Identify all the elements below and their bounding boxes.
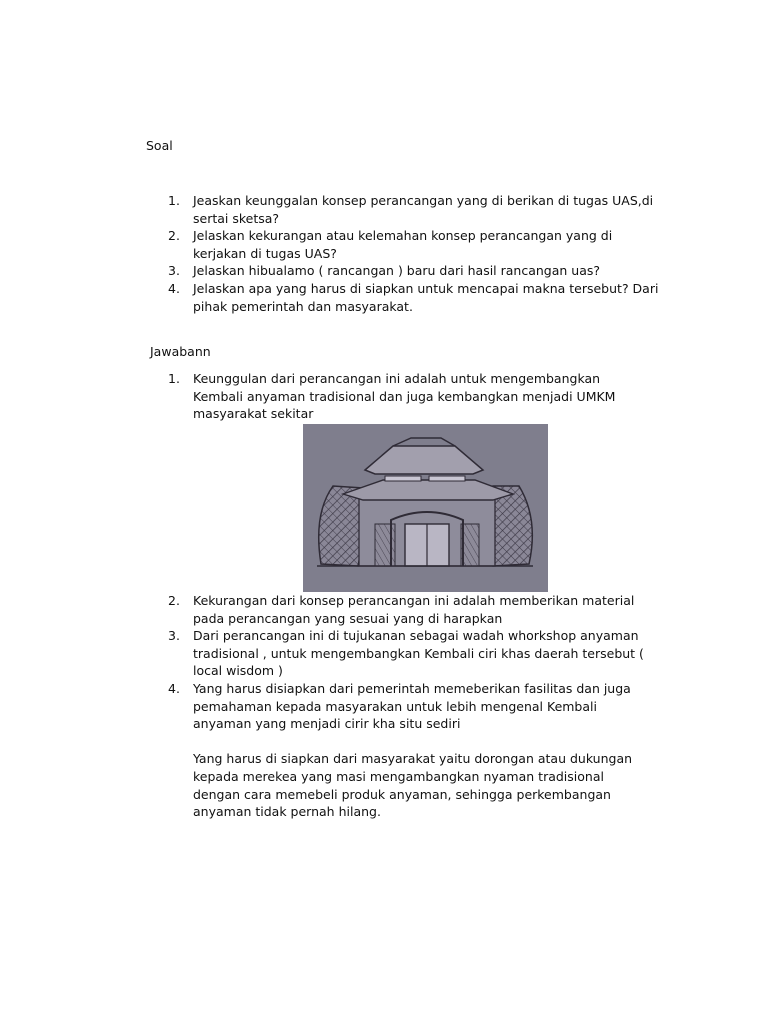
jawaban-item-4	[168, 680, 653, 821]
list-number: 4.	[168, 680, 180, 696]
jawaban-item-1	[168, 370, 653, 423]
sketch-image	[303, 424, 548, 592]
jawaban-item-text: Keunggulan dari perancangan ini adalah untuk mengembangkan Kembali anyaman tradisional dan juga kembangkan menjadi UMKM masyarakat sekitar	[193, 371, 616, 422]
soal-item-text: Jeaskan keunggalan konsep perancangan yang di berikan di tugas UAS,di sertai sketsa?	[193, 193, 654, 226]
jawaban-item-text: Yang harus disiapkan dari pemerintah memeberikan fasilitas dan juga pemahaman kepada masyarakan untuk lebih mengenal Kembali anyaman yang menjadi cirir kha situ sediri	[193, 680, 631, 732]
soal-item-1	[168, 192, 663, 227]
jawaban-heading: Jawabann	[150, 344, 211, 359]
jawaban-item-3	[168, 627, 653, 680]
jawaban-item-text: Kekurangan dari konsep perancangan ini adalah memberikan material pada perancangan yang sesuai yang di harapkan	[193, 593, 635, 626]
building-sketch-drawing	[303, 424, 548, 592]
soal-item-4	[168, 280, 663, 315]
jawaban-item-extra-paragraph: Yang harus di siapkan dari masyarakat yaitu dorongan atau dukungan kepada merekea yang masi mengambangkan nyaman tradisional dengan cara memebeli produk anyaman, sehingga perkembangan anyaman tidak pernah hilang.	[193, 751, 633, 820]
list-number: 2.	[168, 593, 180, 608]
soal-item-text: Jelaskan apa yang harus di siapkan untuk mencapai makna tersebut? Dari pihak pemerintah dan masyarakat.	[193, 280, 659, 314]
soal-item-3	[168, 262, 663, 280]
soal-list	[168, 192, 663, 315]
jawaban-item-2	[168, 592, 653, 627]
jawaban-list-rest	[168, 592, 653, 821]
list-number: 1.	[168, 371, 180, 386]
list-number: 4.	[168, 280, 180, 296]
soal-item-text: Jelaskan kekurangan atau kelemahan konsep perancangan yang di kerjakan di tugas UAS?	[193, 228, 613, 261]
soal-item-text: Jelaskan hibualamo ( rancangan ) baru dari hasil rancangan uas?	[193, 263, 601, 279]
list-number: 2.	[168, 228, 180, 244]
jawaban-list-first	[168, 370, 653, 423]
jawaban-item-text: Dari perancangan ini di tujukanan sebagai wadah whorkshop anyaman tradisional , untuk mengembangkan Kembali ciri khas daerah tersebut ( local wisdom )	[193, 628, 644, 679]
soal-heading: Soal	[146, 138, 173, 153]
soal-item-2	[168, 227, 663, 262]
list-number: 3.	[168, 263, 180, 279]
list-number: 1.	[168, 193, 180, 208]
list-number: 3.	[168, 628, 180, 644]
